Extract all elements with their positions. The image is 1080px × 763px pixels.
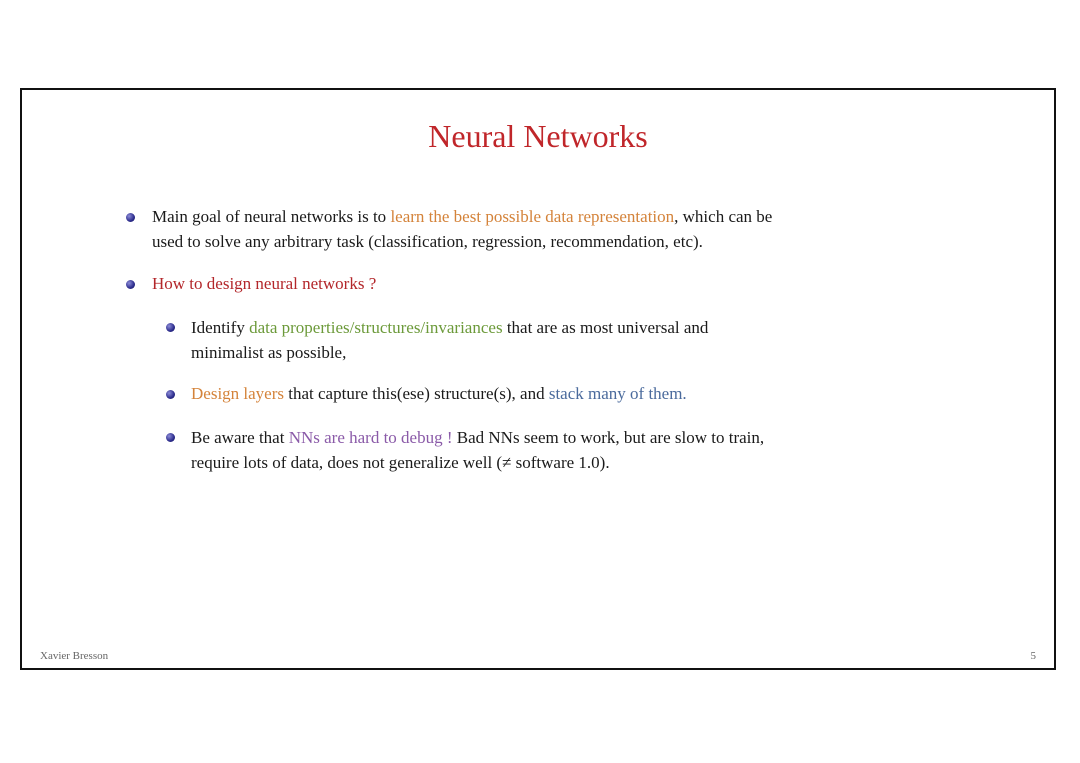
- sub-1-text-b: that are as most universal and: [502, 318, 709, 337]
- bullet-2-text: How to design neural networks ?: [152, 274, 377, 293]
- slide-title: Neural Networks: [428, 118, 648, 154]
- bullet-1-line-2: used to solve any arbitrary task (classification, regression, recommendation, etc).: [152, 232, 703, 251]
- sub-3-text-b: Bad NNs seem to work, but are slow to train,: [452, 428, 765, 447]
- footer-page-number: 5: [1030, 650, 1036, 662]
- bullet-1-text-b: , which can be: [674, 207, 773, 226]
- sub-3-text-a: Be aware that: [191, 428, 289, 447]
- sub-bullet-icon: [166, 390, 175, 399]
- bullet-1-line-1: [152, 204, 772, 229]
- bullet-1-highlight: learn the best possible data representation: [390, 207, 675, 226]
- sub-1-line-1: [191, 315, 708, 340]
- sub-2-highlight-1: Design layers: [191, 384, 285, 403]
- sub-2-line-1: [191, 381, 687, 406]
- sub-1-line-2: minimalist as possible,: [191, 343, 347, 362]
- sub-3-line-2: require lots of data, does not generalize well (≠ software 1.0).: [191, 453, 610, 472]
- bullet-icon: [126, 213, 135, 222]
- bullet-1-text-a: Main goal of neural networks is to: [152, 207, 391, 226]
- sub-bullet-icon: [166, 323, 175, 332]
- sub-bullet-icon: [166, 433, 175, 442]
- bullet-icon: [126, 280, 135, 289]
- footer-author: Xavier Bresson: [40, 650, 109, 662]
- sub-3-highlight: NNs are hard to debug !: [288, 428, 453, 447]
- sub-2-text: that capture this(ese) structure(s), and: [284, 384, 549, 403]
- sub-1-highlight: data properties/structures/invariances: [249, 318, 503, 337]
- slide-frame: [20, 88, 1056, 670]
- sub-3-line-1: [191, 425, 764, 450]
- sub-1-text-a: Identify: [191, 318, 250, 337]
- sub-2-highlight-2: stack many of them.: [548, 384, 687, 403]
